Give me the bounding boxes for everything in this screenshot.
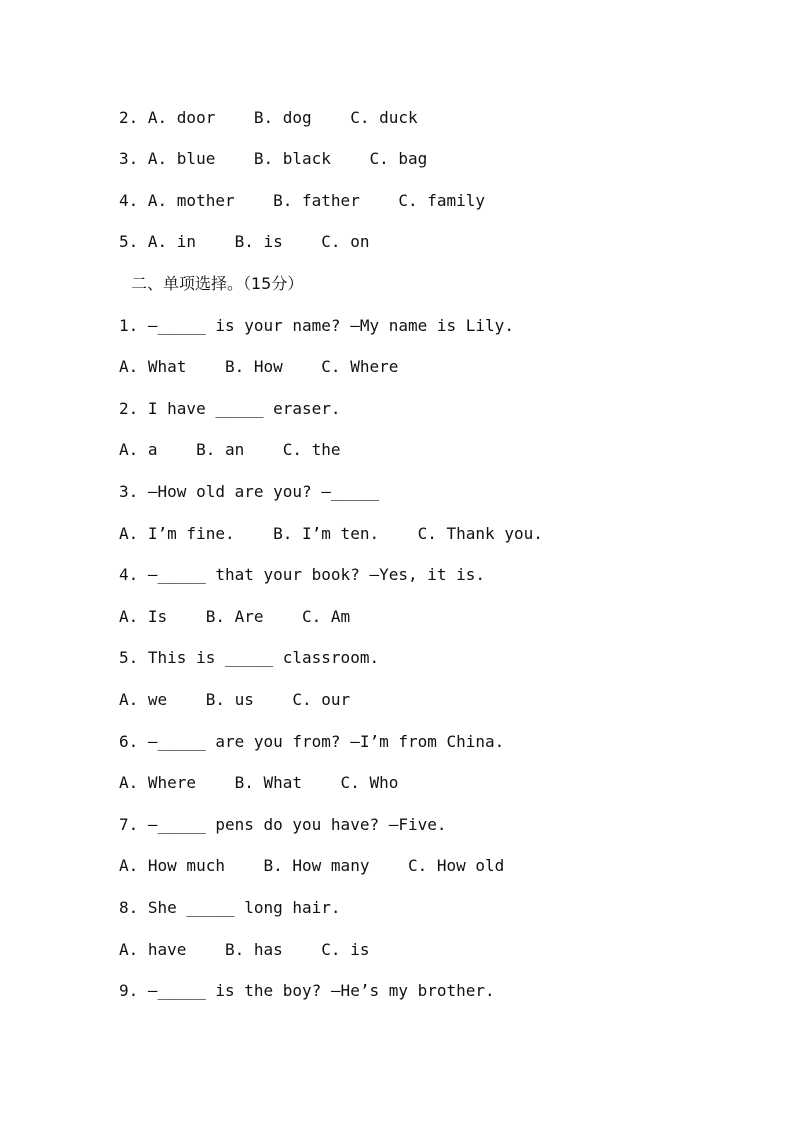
question-5: 5. This is _____ classroom. <box>119 648 380 667</box>
question-3: 3. —How old are you? —_____ <box>119 482 380 501</box>
question-9: 9. —_____ is the boy? —He’s my brother. <box>119 981 495 1000</box>
question-6-options: A. Where B. What C. Who <box>119 773 399 792</box>
question-1-options: A. What B. How C. Where <box>119 357 399 376</box>
question-2: 2. I have _____ eraser. <box>119 399 341 418</box>
question-3-options: A. I’m fine. B. I’m ten. C. Thank you. <box>119 524 543 543</box>
question-8-options: A. have B. has C. is <box>119 940 370 959</box>
question-2-options: A. a B. an C. the <box>119 440 341 459</box>
question-8: 8. She _____ long hair. <box>119 898 341 917</box>
section1-item-2: 2. A. door B. dog C. duck <box>119 108 418 127</box>
question-7-options: A. How much B. How many C. How old <box>119 856 505 875</box>
section1-item-5: 5. A. in B. is C. on <box>119 232 370 251</box>
section1-item-3: 3. A. blue B. black C. bag <box>119 149 428 168</box>
section2-title: 二、单项选择。（15分） <box>131 274 304 293</box>
question-1: 1. —_____ is your name? —My name is Lily. <box>119 316 514 335</box>
question-5-options: A. we B. us C. our <box>119 690 351 709</box>
section1-item-4: 4. A. mother B. father C. family <box>119 191 486 210</box>
question-6: 6. —_____ are you from? —I’m from China. <box>119 732 505 751</box>
question-4: 4. —_____ that your book? —Yes, it is. <box>119 565 486 584</box>
question-4-options: A. Is B. Are C. Am <box>119 607 351 626</box>
question-7: 7. —_____ pens do you have? —Five. <box>119 815 447 834</box>
